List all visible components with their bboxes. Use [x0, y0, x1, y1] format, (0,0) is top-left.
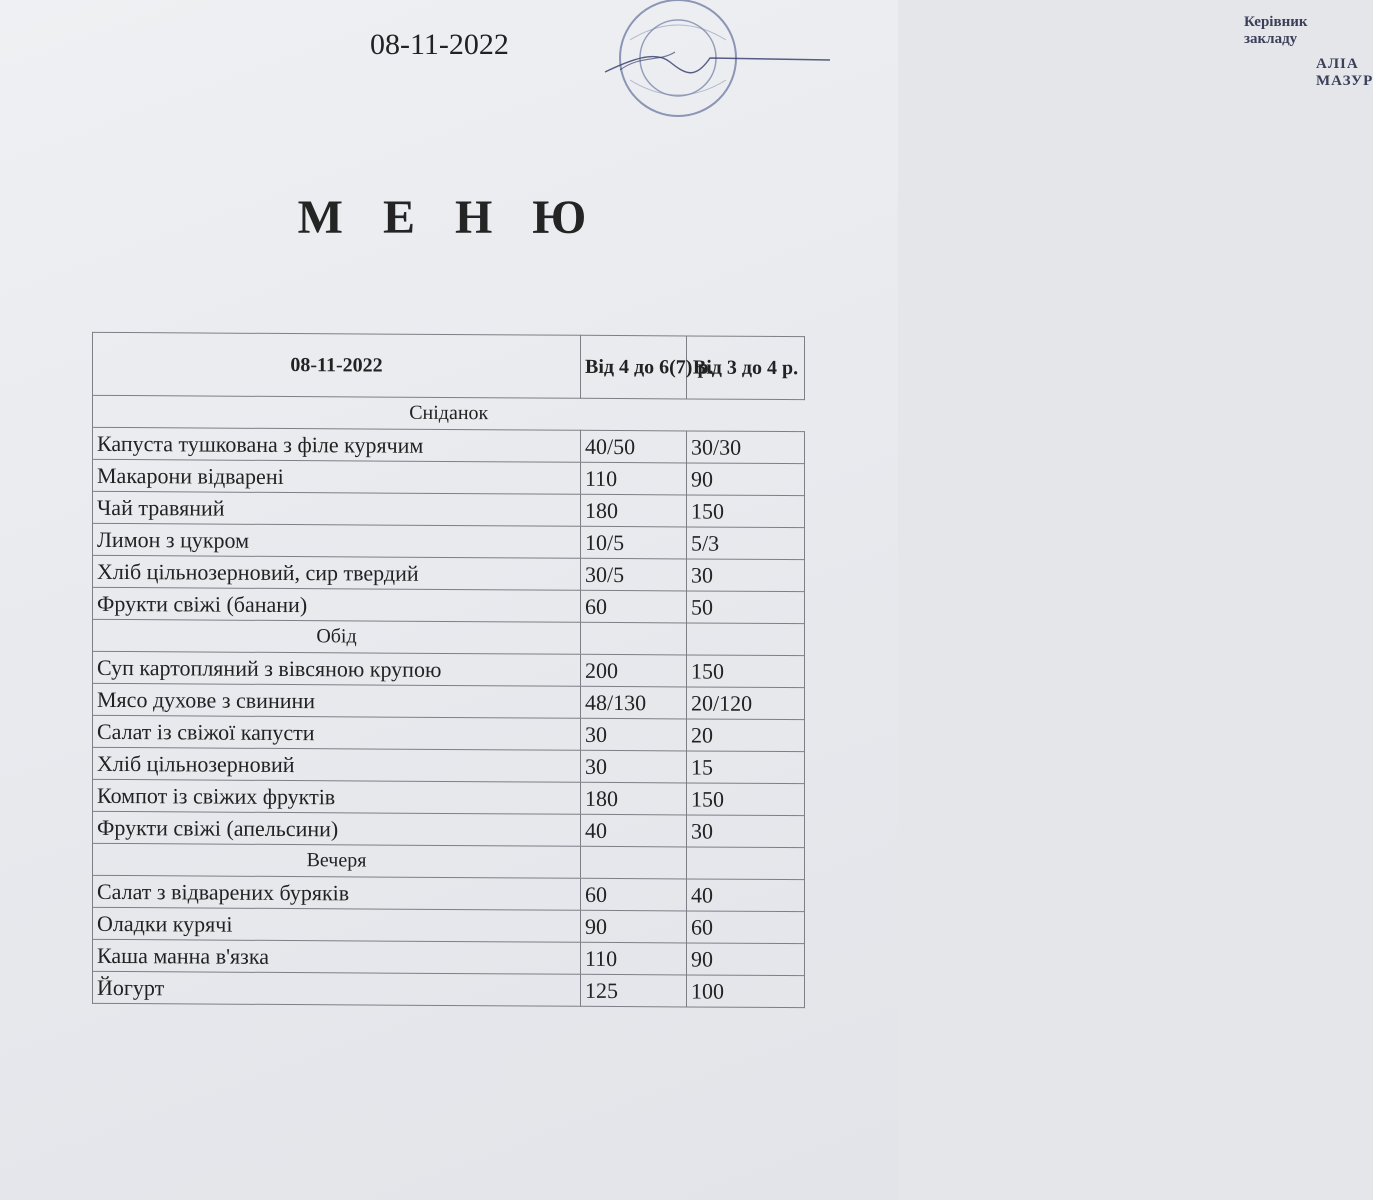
dish-name: Йогурт: [93, 971, 581, 1006]
table-row: [93, 747, 805, 783]
portion-4-6: 40/50: [581, 430, 687, 463]
portion-3-4: 20: [687, 719, 805, 752]
portion-4-6: 40: [581, 814, 687, 847]
section-row: [93, 843, 805, 879]
portion-3-4: 90: [687, 943, 805, 976]
portion-4-6: 90: [581, 910, 687, 943]
section-empty-cell: [687, 847, 805, 880]
portion-4-6: 110: [581, 462, 687, 495]
dish-name: Салат із свіжої капусти: [93, 715, 581, 750]
section-empty-cell: [581, 622, 687, 655]
portion-3-4: 30: [687, 559, 805, 592]
header-age-4-6: Від 4 до 6(7) р.: [581, 335, 687, 399]
dish-name: Каша манна в'язка: [93, 939, 581, 974]
header-age-3-4: Від 3 до 4 р.: [687, 336, 805, 400]
portion-3-4: 20/120: [687, 687, 805, 720]
section-title: Сніданок: [93, 395, 805, 431]
section-empty-cell: [581, 846, 687, 879]
portion-3-4: 15: [687, 751, 805, 784]
menu-table: [92, 332, 805, 1008]
portion-4-6: 60: [581, 878, 687, 911]
table-row: [93, 939, 805, 975]
portion-4-6: 180: [581, 494, 687, 527]
portion-3-4: 150: [687, 783, 805, 816]
dish-name: Капуста тушкована з філе курячим: [93, 427, 581, 462]
table-row: [93, 523, 805, 559]
table-row: [93, 427, 805, 463]
table-row: [93, 587, 805, 623]
dish-name: Чай травяний: [93, 491, 581, 526]
portion-4-6: 110: [581, 942, 687, 975]
dish-name: Суп картопляний з вівсяною крупою: [93, 651, 581, 686]
table-row: [93, 715, 805, 751]
dish-name: Салат з відварених буряків: [93, 875, 581, 910]
portion-4-6: 180: [581, 782, 687, 815]
dish-name: Фрукти свіжі (банани): [93, 587, 581, 622]
dish-name: Оладки курячі: [93, 907, 581, 942]
portion-3-4: 50: [687, 591, 805, 624]
portion-4-6: 200: [581, 654, 687, 687]
table-row: [93, 779, 805, 815]
table-row: [93, 811, 805, 847]
section-title: Вечеря: [93, 843, 581, 878]
portion-4-6: 30/5: [581, 558, 687, 591]
dish-name: Компот із свіжих фруктів: [93, 779, 581, 814]
section-row: [93, 395, 805, 431]
portion-4-6: 30: [581, 718, 687, 751]
portion-3-4: 40: [687, 879, 805, 912]
portion-3-4: 150: [687, 495, 805, 528]
section-empty-cell: [687, 623, 805, 656]
dish-name: Мясо духове з свинини: [93, 683, 581, 718]
dish-name: Макарони відварені: [93, 459, 581, 494]
portion-4-6: 30: [581, 750, 687, 783]
dish-name: Хліб цільнозерновий: [93, 747, 581, 782]
table-row: [93, 875, 805, 911]
table-row: [93, 651, 805, 687]
portion-3-4: 5/3: [687, 527, 805, 560]
approver-name: АЛІА МАЗУР: [1316, 56, 1373, 89]
portion-4-6: 60: [581, 590, 687, 623]
portion-3-4: 100: [687, 975, 805, 1008]
header-date: 08-11-2022: [93, 332, 581, 398]
portion-4-6: 48/130: [581, 686, 687, 719]
stamp-seal-icon: [600, 0, 890, 130]
section-title: Обід: [93, 619, 581, 654]
table-header-row: [93, 332, 805, 399]
table-row: [93, 683, 805, 719]
table-row: [93, 491, 805, 527]
document-date: 08-11-2022: [370, 28, 509, 61]
portion-3-4: 150: [687, 655, 805, 688]
table-row: [93, 459, 805, 495]
table-row: [93, 907, 805, 943]
portion-3-4: 30: [687, 815, 805, 848]
table-row: [93, 971, 805, 1007]
menu-body: [93, 395, 805, 1007]
page-title: М Е Н Ю: [297, 191, 601, 244]
section-row: [93, 619, 805, 655]
portion-3-4: 60: [687, 911, 805, 944]
approver-label: Керівник закладу: [1244, 14, 1308, 47]
portion-3-4: 90: [687, 463, 805, 496]
portion-4-6: 125: [581, 974, 687, 1007]
dish-name: Лимон з цукром: [93, 523, 581, 558]
table-row: [93, 555, 805, 591]
dish-name: Фрукти свіжі (апельсини): [93, 811, 581, 846]
official-stamp: [600, 0, 1373, 130]
dish-name: Хліб цільнозерновий, сир твердий: [93, 555, 581, 590]
portion-4-6: 10/5: [581, 526, 687, 559]
portion-3-4: 30/30: [687, 431, 805, 464]
